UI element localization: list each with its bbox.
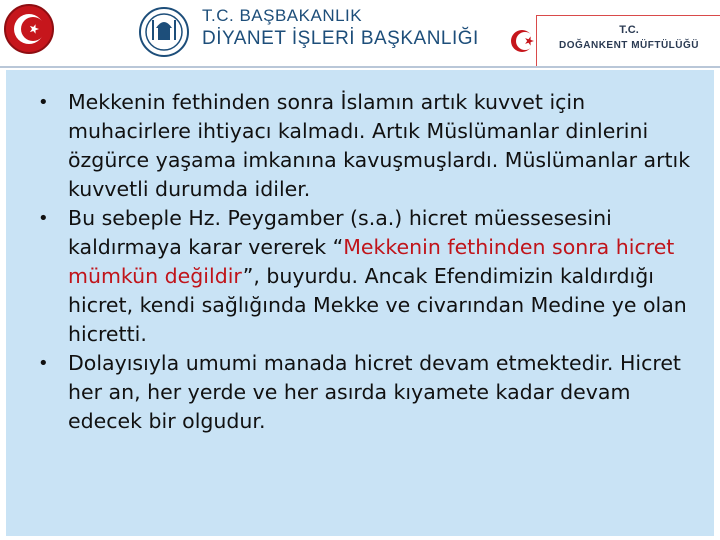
bullet-text: Dolayısıyla umumi manada hicret devam etmektedir. Hicret her an, her yerde ve her asırda kıyamete kadar devam edecek bir olgudur. [68, 351, 681, 433]
bullet-text: Mekkenin fethinden sonra İslamın artık kuvvet için muhacirlere ihtiyacı kalmadı. Artık Müslümanlar dinlerini özgürce yaşama imkanına kavuşmuşlardı. Müslümanlar artık kuvvetli durumda idiler. [68, 90, 691, 201]
bullet-item [32, 349, 692, 436]
mufti-label-box [536, 15, 720, 67]
bullet-text-after: ”, buyurdu. Ancak Efendimizin kaldırdığı hicret, kendi sağlığında Mekke ve civarından Medine ye olan hicretti. [68, 264, 687, 346]
mufti-line-tc: T.C. [619, 24, 639, 36]
bullet-dot: • [38, 92, 49, 113]
diyanet-emblem-icon [138, 6, 190, 58]
bullet-list [32, 88, 692, 436]
turkish-seal-icon [4, 4, 54, 54]
bullet-text-before: Bu sebeple Hz. Peygamber (s.a.) hicret müessesesini kaldırmaya karar vererek “ [68, 206, 612, 259]
hadith-quote: Mekkenin fethinden sonra hicret mümkün değildir [68, 235, 675, 288]
mufti-line-name: DOĞANKENT MÜFTÜLÜĞÜ [558, 40, 700, 51]
slide-content [6, 70, 714, 536]
header-bar [0, 0, 720, 68]
turkish-flag-icon [510, 28, 536, 54]
bullet-item [32, 204, 692, 349]
org-subtitle: T.C. BAŞBAKANLIK [202, 6, 363, 25]
header-divider [0, 66, 720, 68]
bullet-dot: • [38, 208, 49, 229]
bullet-dot: • [38, 353, 49, 374]
bullet-item [32, 88, 692, 204]
org-title: DİYANET İŞLERİ BAŞKANLIĞI [202, 28, 479, 49]
